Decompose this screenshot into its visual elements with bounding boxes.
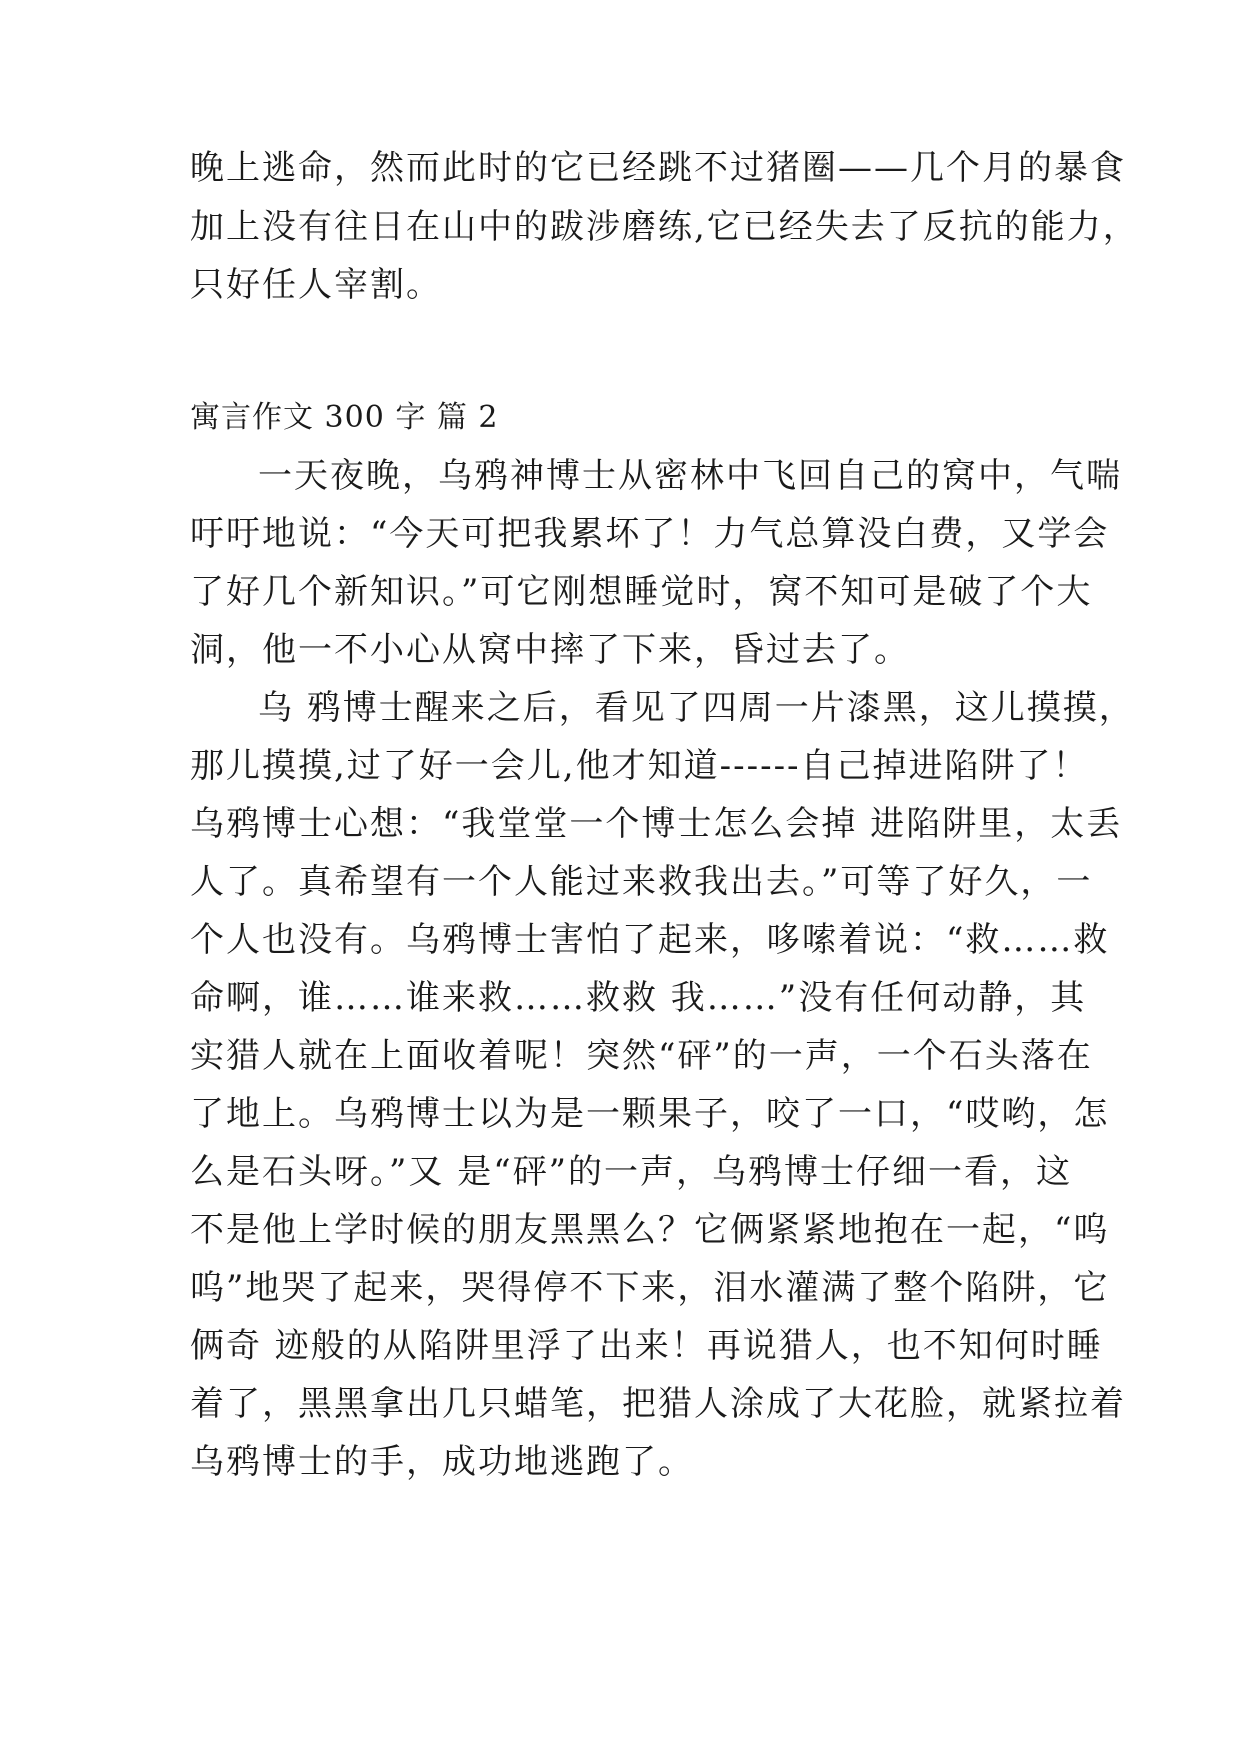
paragraph-line: 只好任人宰割。 (190, 265, 442, 305)
paragraph-line: 人了。真希望有一个人能过来救我出去。”可等了好久，一 (190, 862, 1093, 902)
paragraph-line: 了地上。乌鸦博士以为是一颗果子，咬了一口，“哎哟，怎 (190, 1094, 1110, 1134)
paragraph-line: 不是他上学时候的朋友黑黑么？它俩紧紧地抱在一起，“呜 (190, 1210, 1110, 1250)
paragraph-line: 加上没有往日在山中的跋涉磨练,它已经失去了反抗的能力， (190, 207, 1139, 247)
paragraph-line: 个人也没有。乌鸦博士害怕了起来，哆嗦着说：“救……救 (190, 920, 1110, 960)
paragraph-line: 吁吁地说：“今天可把我累坏了！力气总算没白费，又学会 (190, 514, 1110, 554)
paragraph-line: 乌鸦博士的手，成功地逃跑了。 (190, 1442, 694, 1482)
paragraph-line: 么是石头呀。”又 是“砰”的一声，乌鸦博士仔细一看，这 (190, 1152, 1072, 1192)
paragraph-line: 俩奇 迹般的从陷阱里浮了出来！再说猎人，也不知何时睡 (190, 1326, 1103, 1366)
paragraph-line: 呜”地哭了起来，哭得停不下来，泪水灌满了整个陷阱，它 (190, 1268, 1110, 1308)
paragraph-line: 乌 鸦博士醒来之后，看见了四周一片漆黑，这儿摸摸， (258, 688, 1135, 728)
paragraph-line: 一天夜晚，乌鸦神博士从密林中飞回自己的窝中，气喘 (258, 456, 1122, 496)
paragraph-line: 那儿摸摸,过了好一会儿,他才知道------自己掉进陷阱了！ (190, 746, 1089, 786)
paragraph-line: 乌鸦博士心想：“我堂堂一个博士怎么会掉 进陷阱里，太丢 (190, 804, 1123, 844)
paragraph-line: 了好几个新知识。”可它刚想睡觉时，窝不知可是破了个大 (190, 572, 1093, 612)
paragraph-line: 洞，他一不小心从窝中摔了下来，昏过去了。 (190, 630, 910, 670)
paragraph-line: 实猎人就在上面收着呢！突然“砰”的一声，一个石头落在 (190, 1036, 1093, 1076)
section-heading: 寓言作文 300 字 篇 2 (190, 400, 499, 435)
paragraph-line: 着了，黑黑拿出几只蜡笔，把猎人涂成了大花脸，就紧拉着 (190, 1384, 1126, 1424)
paragraph-line: 晚上逃命，然而此时的它已经跳不过猪圈——几个月的暴食 (190, 148, 1126, 188)
paragraph-line: 命啊，谁……谁来救……救救 我……”没有任何动静，其 (190, 978, 1087, 1018)
